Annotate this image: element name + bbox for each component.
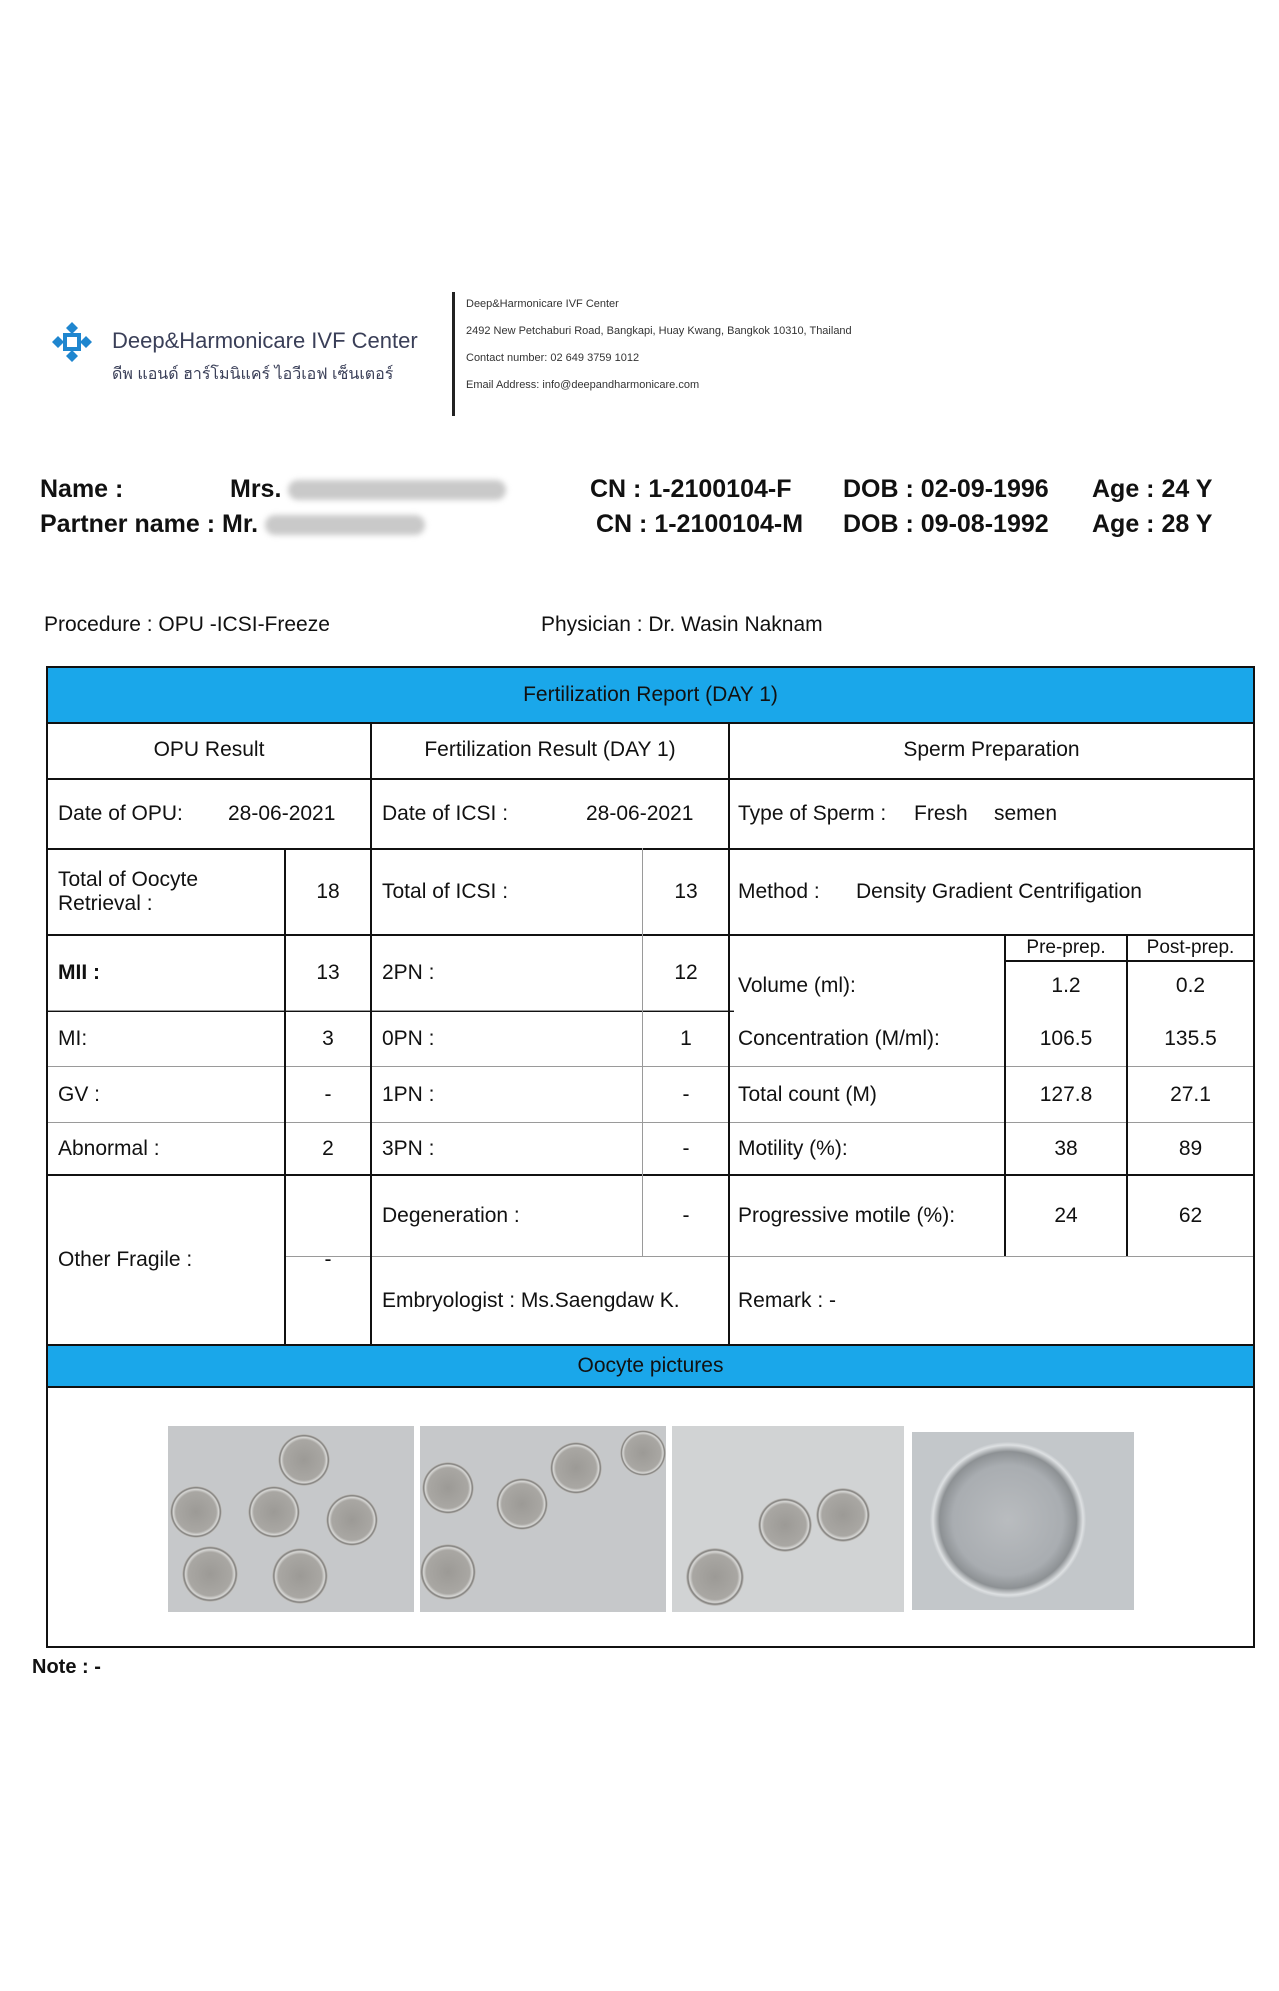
fert-row-label: 0PN : [382, 1027, 435, 1050]
sperm-row-pre: 1.2 [1051, 974, 1081, 997]
oocyte-pictures-title: Oocyte pictures [48, 1346, 1253, 1388]
procedure: Procedure : OPU -ICSI-Freeze [44, 613, 330, 636]
method-label: Method : [738, 880, 820, 903]
row-line [48, 1122, 1253, 1123]
address-line: Contact number: 02 649 3759 1012 [466, 352, 640, 364]
sperm-section-header: Sperm Preparation [903, 738, 1080, 761]
report-bottom [46, 1622, 1255, 1624]
patient-cn: CN : 1-2100104-F [590, 475, 792, 503]
sperm-row-post: 0.2 [1175, 974, 1206, 997]
sperm-row-label: Progressive motile (%): [738, 1204, 956, 1227]
sperm-row-pre: 106.5 [1039, 1027, 1093, 1050]
note: Note : - [32, 1656, 101, 1678]
patient-dob: DOB : 02-09-1996 [843, 475, 1049, 503]
sperm-row-post: 89 [1178, 1137, 1203, 1160]
oocyte-photo [168, 1426, 414, 1612]
opu-date-value: 28-06-2021 [228, 802, 336, 825]
address-line: Deep&Harmonicare IVF Center [466, 298, 619, 310]
partner-age: Age : 28 Y [1092, 510, 1213, 538]
partner-cn: CN : 1-2100104-M [596, 510, 804, 538]
sperm-row-label: Motility (%): [738, 1137, 848, 1160]
icsi-date-label: Date of ICSI : [382, 802, 509, 825]
method-value: Density Gradient Centrifigation [856, 880, 1142, 903]
partner-dob: DOB : 09-08-1992 [843, 510, 1049, 538]
col-line [370, 722, 372, 1344]
fert-row-label: Degeneration : [382, 1204, 520, 1227]
col-line [728, 722, 730, 1344]
sperm-row-label: Concentration (M/ml): [738, 1027, 940, 1050]
opu-row-label: Abnormal : [58, 1137, 160, 1160]
fert-row-value: - [682, 1204, 690, 1227]
oocyte-total-label-1: Total of Oocyte [58, 868, 199, 891]
row-line [48, 1010, 734, 1011]
oocyte-total-value: 18 [316, 880, 340, 903]
col-line [642, 848, 643, 1256]
icsi-total-label: Total of ICSI : [382, 880, 509, 903]
embryo-photo [912, 1432, 1134, 1610]
physician: Physician : Dr. Wasin Naknam [541, 613, 823, 636]
oocyte-photo [672, 1426, 904, 1612]
opu-date-label: Date of OPU: [58, 802, 183, 825]
sperm-row-pre: 38 [1054, 1137, 1078, 1160]
fert-row-value: - [682, 1137, 690, 1160]
oocyte-total-label-2: Retrieval : [58, 892, 153, 915]
fert-row-value: 12 [674, 961, 698, 984]
redacted-name [288, 480, 506, 500]
fert-row-value: - [682, 1083, 690, 1106]
fert-row-label: 3PN : [382, 1137, 435, 1160]
clinic-logo-icon [48, 318, 96, 366]
opu-row-value: - [324, 1248, 332, 1271]
opu-row-label: GV : [58, 1083, 101, 1106]
sperm-row-label: Total count (M) [738, 1083, 877, 1106]
sperm-row-post: 62 [1178, 1204, 1203, 1227]
pre-prep-header: Pre-prep. [1026, 937, 1106, 958]
opu-section-header: OPU Result [153, 738, 265, 761]
sperm-type-label: Type of Sperm : [738, 802, 887, 825]
opu-row-value: 3 [322, 1027, 334, 1050]
clinic-name: Deep&Harmonicare IVF Center [112, 328, 418, 353]
report-title: Fertilization Report (DAY 1) [48, 668, 1253, 724]
sperm-row-pre: 127.8 [1039, 1083, 1093, 1106]
opu-row-label: MII : [58, 961, 100, 984]
opu-row-label: Other Fragile : [58, 1248, 193, 1271]
partner-name [40, 510, 425, 539]
sperm-row-post: 135.5 [1164, 1027, 1217, 1050]
address-line: Email Address: info@deepandharmonicare.com [466, 379, 700, 391]
sperm-type-value: Fresh [914, 802, 968, 825]
embryologist: Embryologist : Ms.Saengdaw K. [382, 1289, 680, 1312]
sperm-row-label: Volume (ml): [738, 974, 856, 997]
clinic-name-thai: ดีพ แอนด์ ฮาร์โมนิแคร์ ไอวีเอฟ เซ็นเตอร์ [112, 366, 394, 383]
fert-row-value: 1 [680, 1027, 692, 1050]
opu-row-label: MI: [58, 1027, 88, 1050]
row-line [286, 1256, 1253, 1257]
redacted-partner-name [265, 515, 425, 535]
patient-name [230, 475, 506, 504]
remark: Remark : - [738, 1289, 837, 1312]
opu-row-value: - [324, 1083, 332, 1106]
icsi-date-value: 28-06-2021 [586, 802, 694, 825]
opu-row-value: 13 [316, 961, 340, 984]
opu-row-value: 2 [322, 1137, 334, 1160]
patient-age: Age : 24 Y [1092, 475, 1213, 503]
partner-label: Partner name : Mr. [40, 510, 259, 538]
patient-title: Mrs. [230, 475, 282, 503]
fert-row-label: 2PN : [382, 961, 435, 984]
row-line [48, 1066, 1253, 1067]
icsi-total-value: 13 [674, 880, 698, 903]
oocyte-photo [420, 1426, 666, 1612]
name-label: Name : [40, 475, 124, 503]
oocyte-total-label [58, 850, 278, 934]
sperm-type-value-2: semen [994, 802, 1058, 825]
post-prep-header: Post-prep. [1146, 937, 1235, 958]
header-divider [452, 292, 455, 416]
address-line: 2492 New Petchaburi Road, Bangkapi, Huay Kwang, Bangkok 10310, Thailand [466, 325, 852, 337]
sperm-row-pre: 24 [1054, 1204, 1078, 1227]
sperm-row-post: 27.1 [1170, 1083, 1211, 1106]
fert-row-label: 1PN : [382, 1083, 435, 1106]
fert-section-header: Fertilization Result (DAY 1) [424, 738, 676, 761]
